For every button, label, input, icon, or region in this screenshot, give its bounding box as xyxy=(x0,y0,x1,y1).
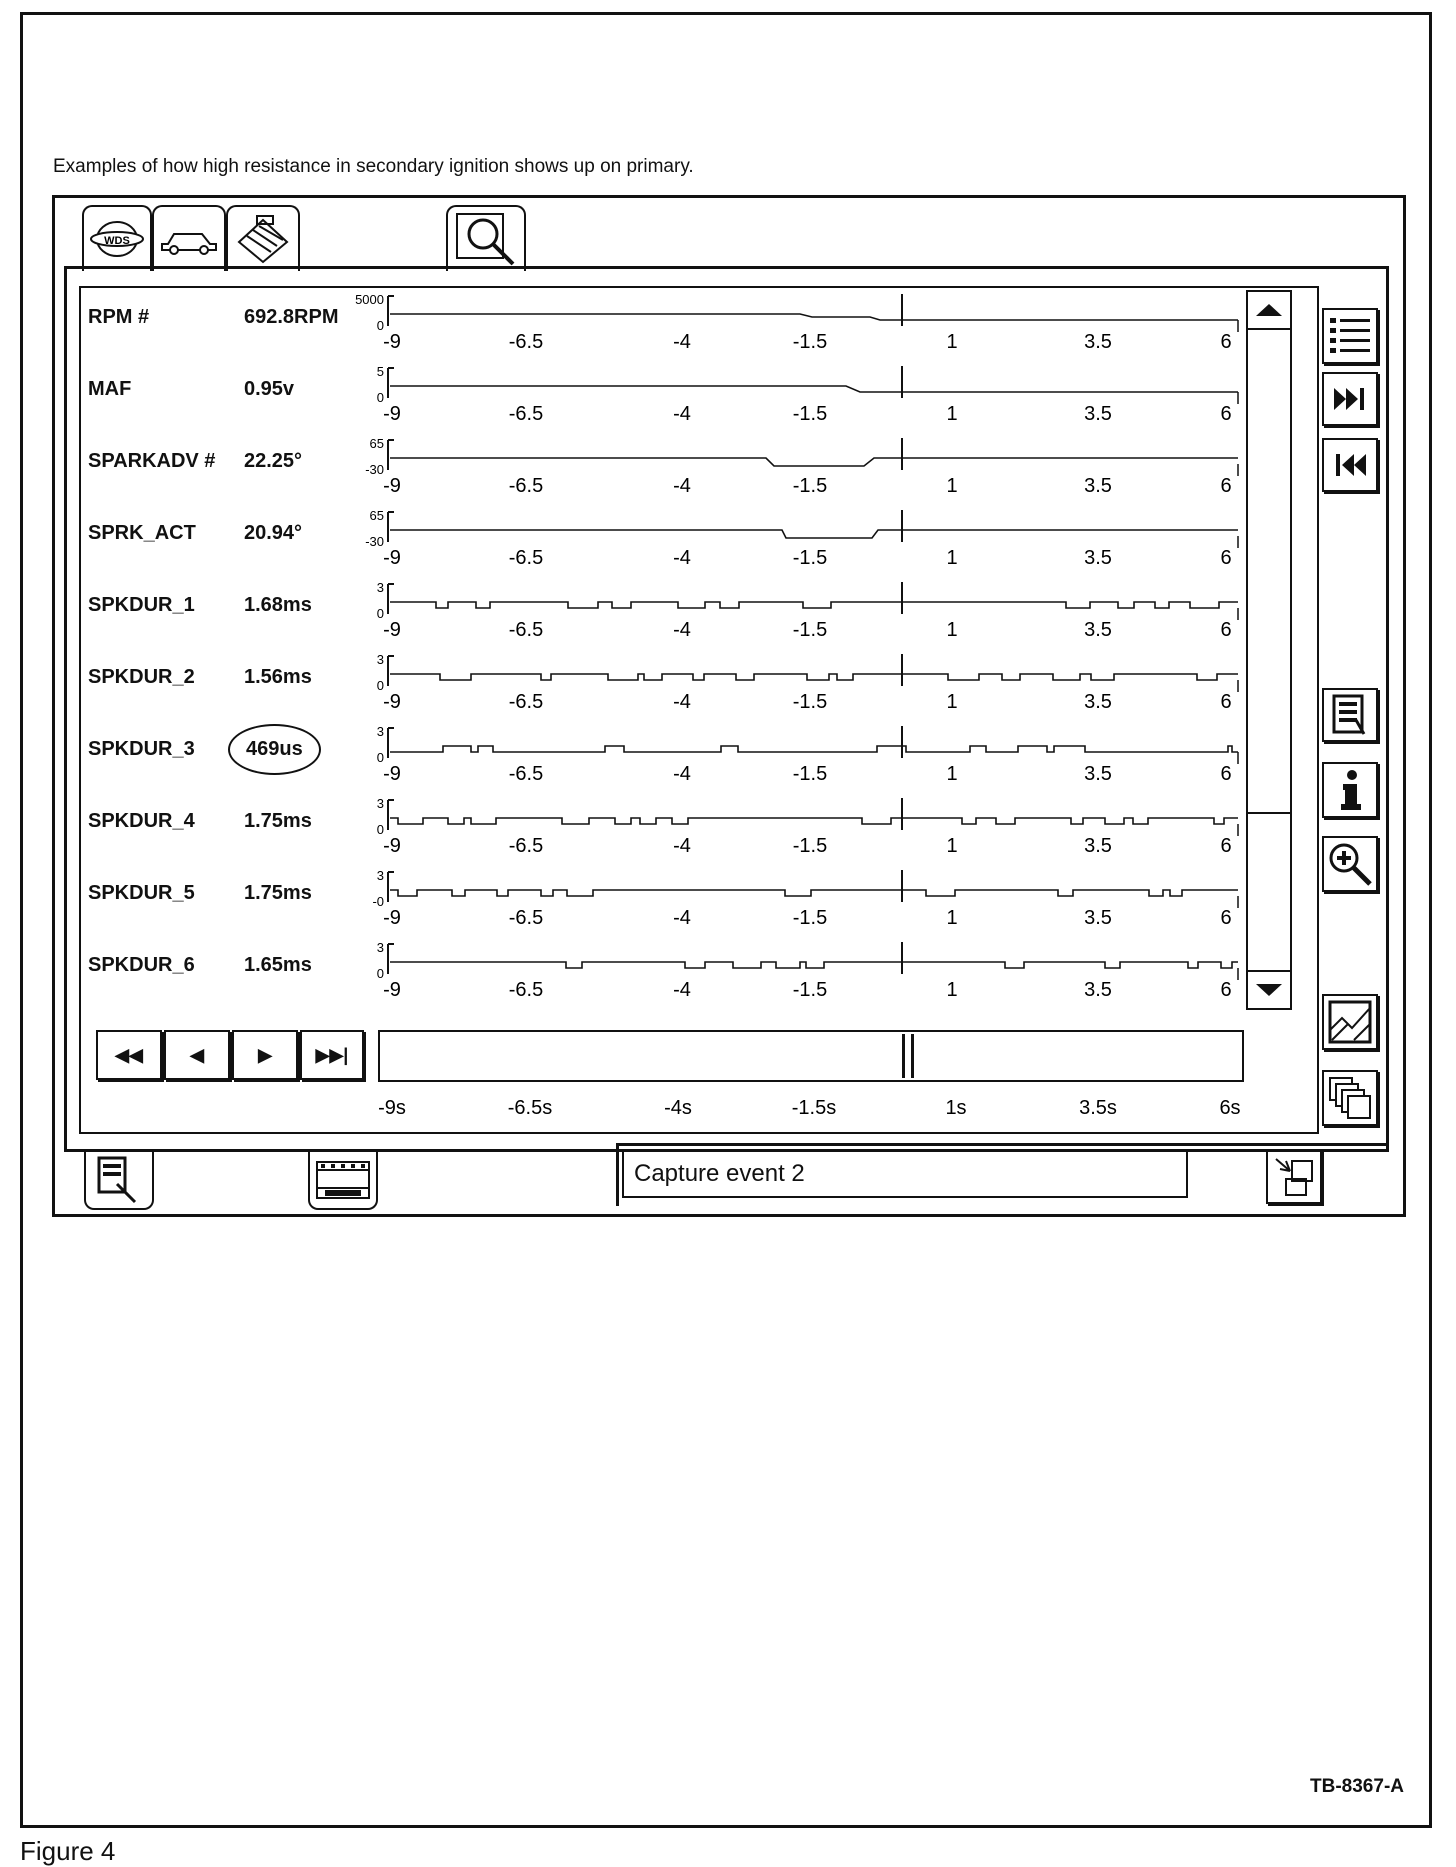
pid-value: 1.56ms xyxy=(244,666,312,688)
pid-trace xyxy=(390,818,1238,824)
x-tick-label: -1.5 xyxy=(792,331,828,353)
pid-value-highlighted: 469us xyxy=(228,724,321,775)
wds-tab-label: WDS xyxy=(104,235,130,247)
x-tick-label: -9 xyxy=(383,907,401,929)
x-tick-label: -6.5 xyxy=(508,835,544,857)
x-tick-label: -9 xyxy=(383,763,401,785)
timeline-cursor[interactable] xyxy=(902,1034,914,1078)
x-tick-label: 6 xyxy=(1220,331,1232,353)
x-tick-label: 1 xyxy=(946,547,958,569)
x-tick-label: -9 xyxy=(383,619,401,641)
x-tick-label: -4 xyxy=(673,619,691,641)
figure-caption: Examples of how high resistance in secondary ignition shows up on primary. xyxy=(53,156,694,177)
x-tick-label: 3.5 xyxy=(1084,619,1112,641)
x-tick-label: -4 xyxy=(673,835,691,857)
info-button[interactable] xyxy=(1322,762,1378,818)
pid-name: SPKDUR_2 xyxy=(88,666,195,688)
x-tick-label: 1 xyxy=(946,979,958,1001)
x-tick-label: 3.5 xyxy=(1084,763,1112,785)
y-min-label: 0 xyxy=(376,966,384,981)
time-tick-label: 1s xyxy=(945,1097,967,1119)
skip-back-button[interactable] xyxy=(1322,438,1378,492)
pid-trace xyxy=(390,890,1238,896)
scroll-up-button[interactable] xyxy=(1246,290,1292,330)
x-tick-label: 6 xyxy=(1220,907,1232,929)
time-tick-label: -9s xyxy=(378,1097,406,1119)
y-max-label: 3 xyxy=(376,652,384,667)
x-tick-label: -1.5 xyxy=(792,907,828,929)
x-tick-label: 1 xyxy=(946,331,958,353)
y-min-label: -0 xyxy=(372,894,384,909)
x-tick-label: -6.5 xyxy=(508,907,544,929)
stack-icon xyxy=(1328,1076,1372,1120)
pid-name: SPKDUR_5 xyxy=(88,882,195,904)
timeline-slider[interactable] xyxy=(378,1030,1244,1082)
pid-name: MAF xyxy=(88,378,132,400)
x-tick-label: -9 xyxy=(383,835,401,857)
x-tick-label: 1 xyxy=(946,691,958,713)
figure-label: Figure 4 xyxy=(20,1836,116,1866)
pid-select-icon xyxy=(95,1156,143,1204)
pid-trace xyxy=(390,962,1238,968)
fast-forward-button[interactable]: ▶▶| xyxy=(300,1030,364,1080)
x-tick-label: 6 xyxy=(1220,619,1232,641)
x-tick-label: 6 xyxy=(1220,403,1232,425)
pid-trace xyxy=(390,314,1238,320)
y-min-label: -30 xyxy=(365,534,384,549)
pid-trace xyxy=(390,386,1238,392)
x-tick-label: -4 xyxy=(673,475,691,497)
x-tick-label: -4 xyxy=(673,907,691,929)
x-tick-label: 6 xyxy=(1220,691,1232,713)
scroll-down-button[interactable] xyxy=(1246,970,1292,1010)
y-min-label: -30 xyxy=(365,462,384,477)
y-max-label: 5000 xyxy=(355,292,384,307)
pid-value: 20.94° xyxy=(244,522,303,544)
y-max-label: 3 xyxy=(376,940,384,955)
pid-name: SPARKADV # xyxy=(88,450,216,472)
pid-trace xyxy=(390,458,1238,466)
x-tick-label: -4 xyxy=(673,547,691,569)
y-max-label: 3 xyxy=(376,868,384,883)
x-tick-label: -6.5 xyxy=(508,547,544,569)
rewind-button[interactable]: ◀◀ xyxy=(96,1030,162,1080)
x-tick-label: 1 xyxy=(946,763,958,785)
pid-value: 1.65ms xyxy=(244,954,312,976)
touch-panel-icon xyxy=(1330,694,1370,736)
map-icon xyxy=(1328,1000,1372,1044)
x-tick-label: 6 xyxy=(1220,547,1232,569)
pid-select-tab[interactable] xyxy=(84,1152,154,1210)
trigger-icon xyxy=(1272,1155,1316,1199)
pid-name: SPKDUR_1 xyxy=(88,594,195,616)
time-tick-label: -1.5s xyxy=(791,1097,837,1119)
pid-value: 0.95v xyxy=(244,378,295,400)
pid-value: 1.75ms xyxy=(244,810,312,832)
y-max-label: 3 xyxy=(376,724,384,739)
x-tick-label: 3.5 xyxy=(1084,547,1112,569)
x-tick-label: -1.5 xyxy=(792,763,828,785)
x-tick-label: 1 xyxy=(946,403,958,425)
x-tick-label: 3.5 xyxy=(1084,475,1112,497)
x-tick-label: -1.5 xyxy=(792,691,828,713)
x-tick-label: -9 xyxy=(383,547,401,569)
stack-button[interactable] xyxy=(1322,1070,1378,1126)
pid-trace xyxy=(390,746,1238,752)
x-tick-label: -6.5 xyxy=(508,403,544,425)
y-min-label: 0 xyxy=(376,678,384,693)
time-tick-label: -4s xyxy=(664,1097,692,1119)
x-tick-label: -4 xyxy=(673,979,691,1001)
figure-tag: TB-8367-A xyxy=(1310,1776,1404,1797)
time-tick-label: 3.5s xyxy=(1079,1097,1117,1119)
triangle-up-icon xyxy=(1254,302,1284,318)
list-icon xyxy=(1328,314,1372,358)
y-min-label: 0 xyxy=(376,822,384,837)
x-tick-label: 1 xyxy=(946,835,958,857)
x-tick-label: -9 xyxy=(383,475,401,497)
y-max-label: 5 xyxy=(376,364,384,379)
x-tick-label: -9 xyxy=(383,979,401,1001)
x-tick-label: -1.5 xyxy=(792,619,828,641)
x-tick-label: -1.5 xyxy=(792,475,828,497)
x-tick-label: -4 xyxy=(673,691,691,713)
x-tick-label: 6 xyxy=(1220,835,1232,857)
x-tick-label: 3.5 xyxy=(1084,331,1112,353)
play-button[interactable]: ▶ xyxy=(232,1030,298,1080)
y-min-label: 0 xyxy=(376,318,384,333)
pid-name: SPRK_ACT xyxy=(88,522,196,544)
x-tick-label: -9 xyxy=(383,403,401,425)
x-tick-label: -9 xyxy=(383,331,401,353)
x-tick-label: 1 xyxy=(946,475,958,497)
x-tick-label: 6 xyxy=(1220,763,1232,785)
touch-panel-button[interactable] xyxy=(1322,688,1378,742)
x-tick-label: -1.5 xyxy=(792,835,828,857)
scroll-thumb[interactable] xyxy=(1248,812,1290,814)
x-tick-label: -4 xyxy=(673,403,691,425)
info-icon xyxy=(1335,768,1365,812)
x-tick-label: -6.5 xyxy=(508,763,544,785)
status-text: Capture event 2 xyxy=(622,1150,1188,1198)
pid-value: 692.8RPM xyxy=(244,306,339,328)
x-tick-label: -9 xyxy=(383,691,401,713)
step-back-button[interactable]: ◀ xyxy=(164,1030,230,1080)
y-max-label: 3 xyxy=(376,796,384,811)
x-tick-label: 6 xyxy=(1220,979,1232,1001)
scroll-track[interactable] xyxy=(1246,330,1292,970)
y-min-label: 0 xyxy=(376,390,384,405)
y-min-label: 0 xyxy=(376,606,384,621)
trigger-button[interactable] xyxy=(1266,1150,1322,1204)
x-tick-label: 1 xyxy=(946,619,958,641)
map-button[interactable] xyxy=(1322,994,1378,1050)
x-tick-label: 3.5 xyxy=(1084,835,1112,857)
y-max-label: 65 xyxy=(369,436,384,451)
y-max-label: 65 xyxy=(369,508,384,523)
x-tick-label: -4 xyxy=(673,763,691,785)
pid-value: 1.68ms xyxy=(244,594,312,616)
pid-trace xyxy=(390,674,1238,680)
triangle-down-icon xyxy=(1254,982,1284,998)
pid-name: SPKDUR_6 xyxy=(88,954,195,976)
pid-name: RPM # xyxy=(88,306,150,328)
pid-name: SPKDUR_3 xyxy=(88,738,195,760)
x-tick-label: 3.5 xyxy=(1084,403,1112,425)
y-max-label: 3 xyxy=(376,580,384,595)
pid-name: SPKDUR_4 xyxy=(88,810,195,832)
skip-back-icon xyxy=(1332,452,1368,478)
x-tick-label: -1.5 xyxy=(792,979,828,1001)
zoom-in-icon xyxy=(1326,840,1374,888)
skip-forward-button[interactable] xyxy=(1322,372,1378,426)
x-tick-label: 6 xyxy=(1220,475,1232,497)
x-tick-label: -6.5 xyxy=(508,979,544,1001)
x-tick-label: 1 xyxy=(946,907,958,929)
zoom-in-button[interactable] xyxy=(1322,836,1378,892)
x-tick-label: -6.5 xyxy=(508,331,544,353)
x-tick-label: -6.5 xyxy=(508,619,544,641)
time-tick-label: 6s xyxy=(1219,1097,1241,1119)
film-strip-icon xyxy=(315,1160,371,1200)
pid-trace xyxy=(390,530,1238,538)
x-tick-label: -4 xyxy=(673,331,691,353)
x-tick-label: 3.5 xyxy=(1084,907,1112,929)
pid-value: 22.25° xyxy=(244,450,303,472)
x-tick-label: -6.5 xyxy=(508,475,544,497)
pid-value: 1.75ms xyxy=(244,882,312,904)
pid-trace xyxy=(390,602,1238,608)
x-tick-label: -1.5 xyxy=(792,403,828,425)
film-strip-tab[interactable] xyxy=(308,1152,378,1210)
list-button[interactable] xyxy=(1322,308,1378,364)
x-tick-label: -6.5 xyxy=(508,691,544,713)
time-tick-label: -6.5s xyxy=(507,1097,553,1119)
skip-forward-icon xyxy=(1332,386,1368,412)
x-tick-label: 3.5 xyxy=(1084,979,1112,1001)
y-min-label: 0 xyxy=(376,750,384,765)
x-tick-label: -1.5 xyxy=(792,547,828,569)
x-tick-label: 3.5 xyxy=(1084,691,1112,713)
